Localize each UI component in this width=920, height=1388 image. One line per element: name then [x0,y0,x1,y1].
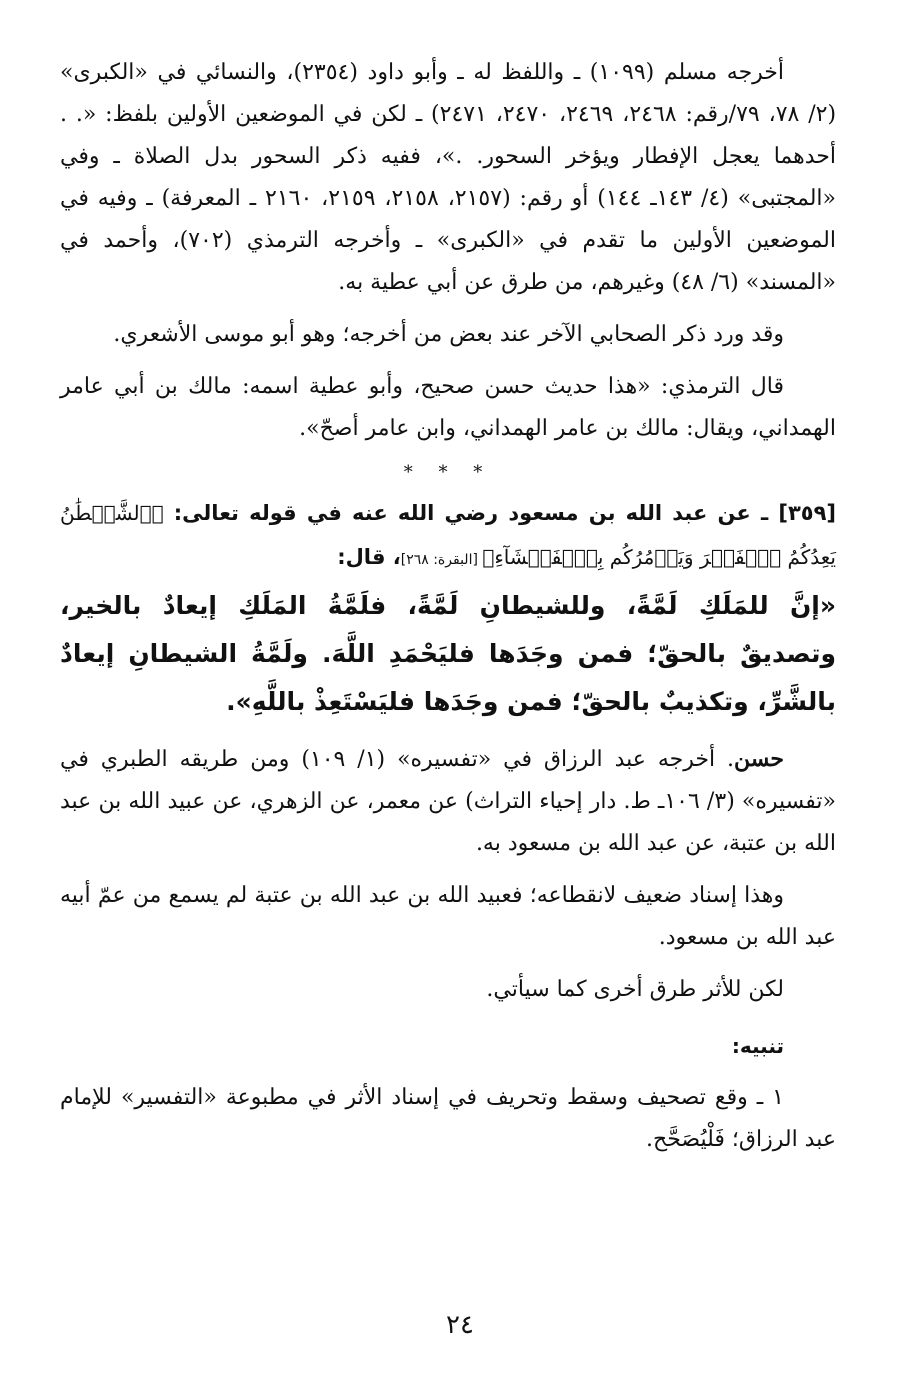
page-number: ٢٤ [446,1310,474,1340]
hadith-heading [60,491,836,582]
hadith-text: «إنَّ للمَلَكِ لَمَّةً، وللشيطانِ لَمَّةً، فلَمَّةُ المَلَكِ إيعادٌ بالخير، وتصديقٌ بالحقّ؛ فمن وجَدَها فليَحْمَدِ اللَّهَ. ولَمَّةُ الشيطانِ إيعادٌ بالشَّرِّ، وتكذيبٌ بالحقّ؛ فمن وجَدَها فليَسْتَعِذْ باللَّهِ». [60,591,836,716]
other-routes-paragraph: لكن للأثر طرق أخرى كما سيأتي. [486,977,784,1002]
section-separator: * * * [403,462,493,483]
hadith-said: ، قال: [337,545,401,569]
notice-item-1: ١ ـ وقع تصحيف وسقط وتحريف في إسناد الأثر في مطبوعة «التفسير» للإمام عبد الرزاق؛ فَلْيُصَحَّح. [60,1085,836,1152]
tirmidhi-quote-paragraph: قال الترمذي: «هذا حديث حسن صحيح، وأبو عطية اسمه: مالك بن أبي عامر الهمداني، ويقال: مالك بن عامر الهمداني، وابن عامر أصحّ». [60,374,836,441]
grading-text: . أخرجه عبد الرزاق في «تفسيره» (١/ ١٠٩) ومن طريقه الطبري في «تفسيره» (٣/ ١٠٦ـ ط. دار إحياء التراث) عن معمر، عن الزهري، عن عبيد الله بن عبد الله بن عتبة، عن عبد الله بن مسعود به. [60,747,836,856]
quran-verse: ﴿ٱلشَّيۡطَٰنُ يَعِدُكُمُ ٱلۡفَقۡرَ وَيَأۡمُرُكُم بِٱلۡفَحۡشَآءِ﴾ [60,501,836,569]
takhrij-paragraph: أخرجه مسلم (١٠٩٩) ـ واللفظ له ـ وأبو داود (٢٣٥٤)، والنسائي في «الكبرى» (٢/ ٧٨، ٧٩/رقم: ٢٤٦٨، ٢٤٦٩، ٢٤٧٠، ٢٤٧١) ـ لكن في الموضعين الأولين بلفظ: «. . أحدهما يعجل الإفطار ويؤخر السحور. .»، ففيه ذكر السحور بدل الصلاة ـ وفي «المجتبى» (٤/ ١٤٣ـ ١٤٤) أو رقم: (٢١٥٧، ٢١٥٨، ٢١٥٩، ٢١٦٠ ـ المعرفة) ـ وفيه في الموضعين الأولين ما تقدم في «الكبرى» ـ وأخرجه الترمذي (٧٠٢)، وأحمد في «المسند» (٦/ ٤٨) وغيرهم، من طرق عن أبي عطية به. [60,60,837,295]
hadith-grade: حسن [734,746,785,772]
verse-reference: [البقرة: ٢٦٨] [400,552,483,568]
hadith-block [60,491,836,726]
companion-note-paragraph: وقد ورد ذكر الصحابي الآخر عند بعض من أخرجه؛ وهو أبو موسى الأشعري. [113,322,784,347]
grading-paragraph [60,738,836,865]
document-page [60,52,836,1161]
isnad-weakness-paragraph: وهذا إسناد ضعيف لانقطاعه؛ فعبيد الله بن عبد الله بن عتبة لم يسمع من عمّ أبيه عبد الله بن مسعود. [60,883,836,950]
notice-heading: تنبيه: [731,1034,784,1058]
hadith-intro: [٣٥٩] ـ عن عبد الله بن مسعود رضي الله عنه في قوله تعالى: [163,501,836,525]
